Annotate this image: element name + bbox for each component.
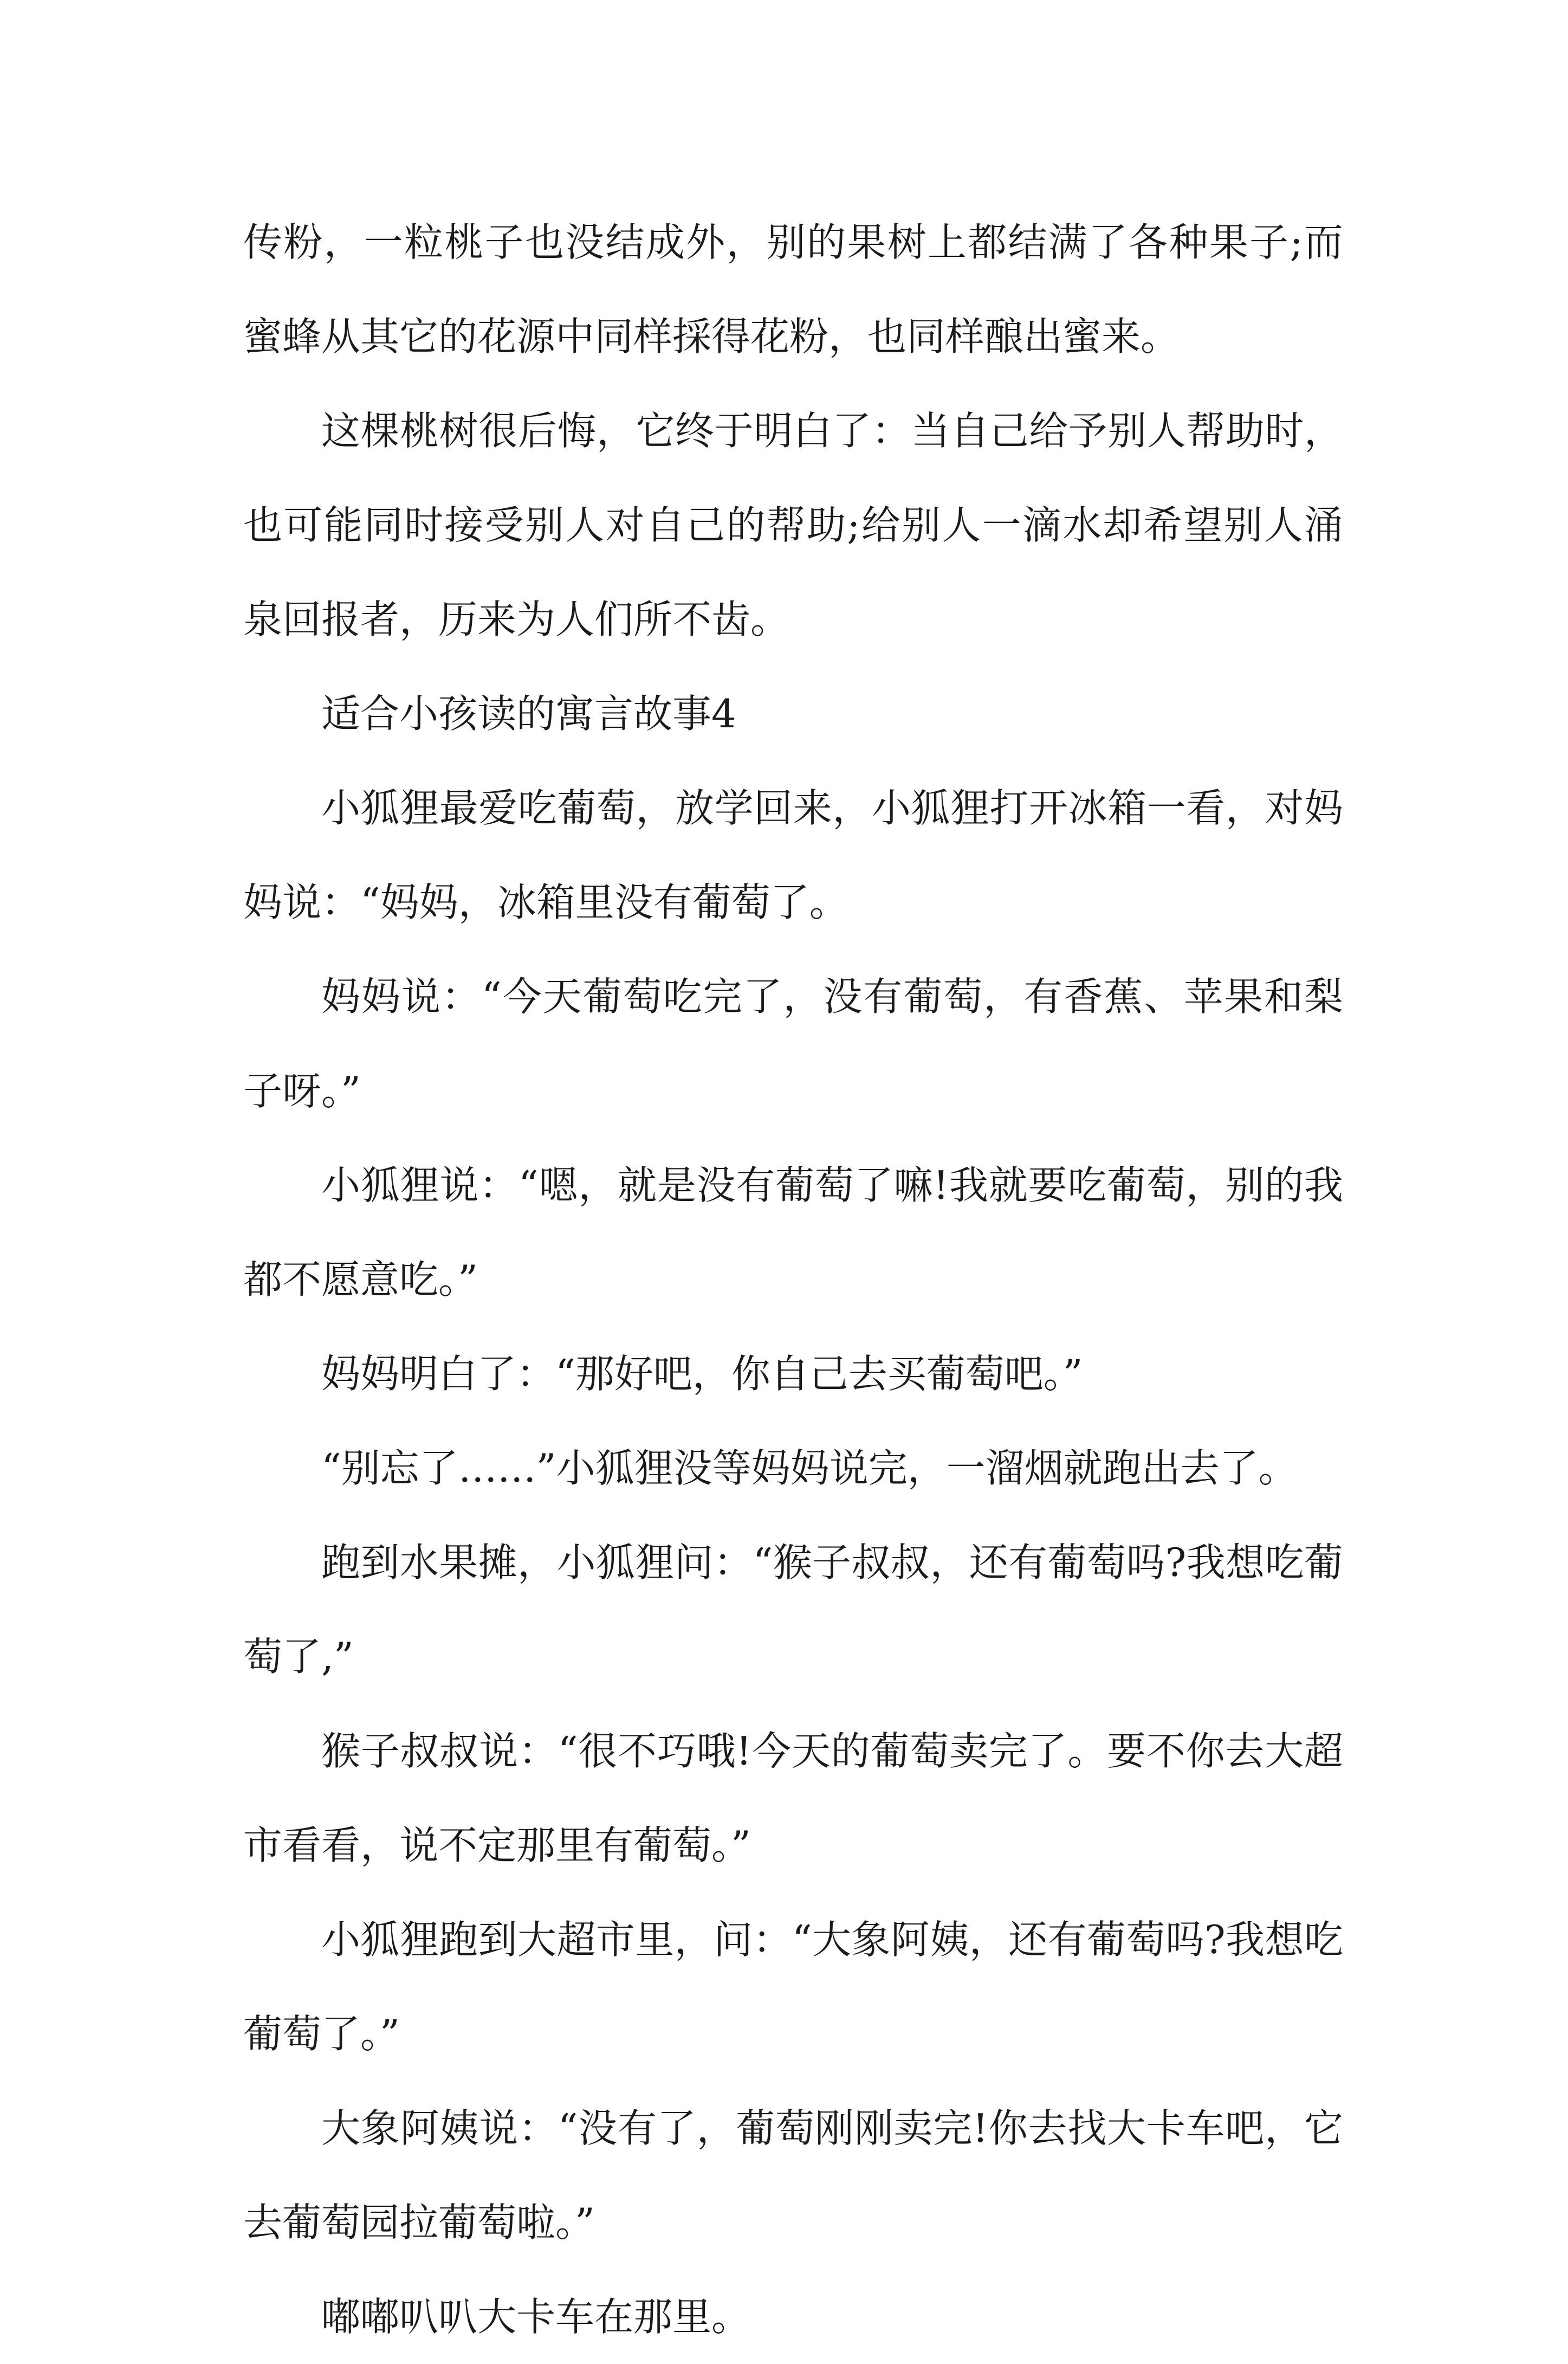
- paragraph: 这棵桃树很后悔，它终于明白了：当自己给予别人帮助时，也可能同时接受别人对自己的帮助;给别人一滴水却希望别人涌泉回报者，历来为人们所不齿。: [243, 408, 1343, 642]
- paragraph-continued: 传粉，一粒桃子也没结成外，别的果树上都结满了各种果子;而蜜蜂从其它的花源中同样採得花粉，也同样酿出蜜来。: [243, 219, 1343, 359]
- paragraph: 大象阿姨说：“没有了，葡萄刚刚卖完!你去找大卡车吧，它去葡萄园拉葡萄啦。”: [243, 2105, 1343, 2245]
- paragraph: 嘟嘟叭叭大卡车在那里。: [321, 2294, 751, 2340]
- paragraph: “别忘了……”小狐狸没等妈妈说完，一溜烟就跑出去了。: [321, 1445, 1298, 1491]
- paragraph: 小狐狸说：“嗯，就是没有葡萄了嘛!我就要吃葡萄，别的我都不愿意吃。”: [243, 1162, 1343, 1302]
- paragraph: 小狐狸最爱吃葡萄，放学回来，小狐狸打开冰箱一看，对妈妈说：“妈妈，冰箱里没有葡萄了。: [243, 785, 1343, 925]
- section-heading: 适合小孩读的寓言故事4: [321, 691, 736, 737]
- paragraph: 跑到水果摊，小狐狸问：“猴子叔叔，还有葡萄吗?我想吃葡萄了,”: [243, 1540, 1343, 1680]
- paragraph: 猴子叔叔说：“很不巧哦!今天的葡萄卖完了。要不你去大超市看看，说不定那里有葡萄。”: [243, 1728, 1343, 1868]
- paragraph: 小狐狸跑到大超市里，问：“大象阿姨，还有葡萄吗?我想吃葡萄了。”: [243, 1917, 1343, 2057]
- paragraph: 妈妈说：“今天葡萄吃完了，没有葡萄，有香蕉、苹果和梨子呀。”: [243, 974, 1343, 1114]
- paragraph: 妈妈明白了：“那好吧，你自己去买葡萄吧。”: [321, 1351, 1083, 1397]
- document-body: [243, 195, 1343, 2364]
